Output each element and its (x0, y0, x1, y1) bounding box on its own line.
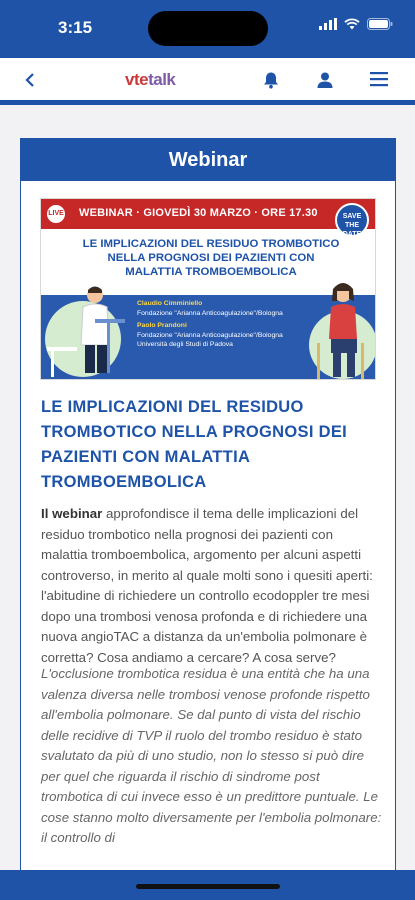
webinar-card (20, 138, 396, 878)
logo-part1: vte (125, 70, 149, 89)
speaker2-name: Paolo Prandoni (137, 322, 187, 329)
status-icons (319, 18, 393, 30)
intro-text: approfondisce il tema delle implicazioni del residuo trombotico nella prognosi dei pazienti con malattia tromboembolica, argomento per alcuni aspetti controverso, in merito al quale molti sono i quesiti aperti: l'abitudine di richiedere un controllo ecodoppler tre mesi dopo una trombosi venosa profonda e di richiedere una nuova angioTAC a distanza da un'embolia polmonare è corretta? Cosa andiamo a cercare? A cosa serve? (41, 506, 373, 665)
patient-illustration (303, 279, 375, 380)
banner-title: LE IMPLICAZIONI DEL RESIDUO TROMBOTICO NELLA PROGNOSI DEI PAZIENTI CON MALATTIA TROMBOEMBOLICA (82, 238, 340, 278)
menu-button[interactable] (370, 71, 390, 91)
live-badge: LIVE (45, 203, 67, 225)
nav-bar (0, 58, 415, 105)
card-header: Webinar (21, 139, 395, 181)
speaker2-org1: Fondazione "Arianna Anticoagulazione"/Bologna (137, 331, 283, 339)
webinar-banner-image (40, 198, 376, 380)
user-icon (316, 71, 334, 89)
doctor-illustration (43, 281, 129, 379)
speaker1-name: Claudio Cimminiello (137, 300, 203, 307)
banner-date-text: WEBINAR · GIOVEDÌ 30 MARZO · ORE 17.30 (79, 207, 318, 219)
article-title: LE IMPLICAZIONI DEL RESIDUO TROMBOTICO NELLA PROGNOSI DEI PAZIENTI CON MALATTIA TROMBOEMBOLICA (41, 398, 348, 491)
battery-icon (367, 18, 393, 30)
wifi-icon (344, 18, 360, 30)
logo-part2: talk (148, 70, 176, 89)
speaker2-org2: Università degli Studi di Padova (137, 341, 233, 348)
article-intro (41, 504, 383, 668)
article-quote: L'occlusione trombotica residua è una entità che ha una valenza diversa nelle trombosi venose profonde rispetto all'embolia polmonare. Se dal punto di vista del rischio delle recidive di TVP il ruolo del trombo residuo è stato svalutato da più di uno studio, non lo stesso si può dire per quel che riguarda il rischio di sindrome post trombotica di cui invece esso è un predittore puntuale. Le cose stanno molto diversamente per l'embolia polmonare: il controllo di (41, 666, 382, 845)
status-bar (0, 0, 415, 58)
notifications-button[interactable] (262, 71, 282, 91)
menu-icon (370, 71, 388, 87)
signal-icon (319, 18, 337, 30)
status-time: 3:15 (58, 18, 93, 37)
speaker1-org: Fondazione "Arianna Anticoagulazione"/Bologna (137, 309, 283, 317)
profile-button[interactable] (316, 71, 336, 91)
home-indicator[interactable] (136, 884, 280, 889)
banner-speakers (137, 299, 307, 350)
dynamic-island (148, 11, 268, 46)
back-button[interactable] (20, 68, 40, 94)
app-logo (125, 70, 175, 90)
chevron-left-icon (25, 72, 35, 88)
save-the-date-badge: SAVE THE DATE (335, 203, 369, 237)
intro-lead: Il webinar (41, 506, 103, 521)
bell-icon (262, 71, 280, 89)
